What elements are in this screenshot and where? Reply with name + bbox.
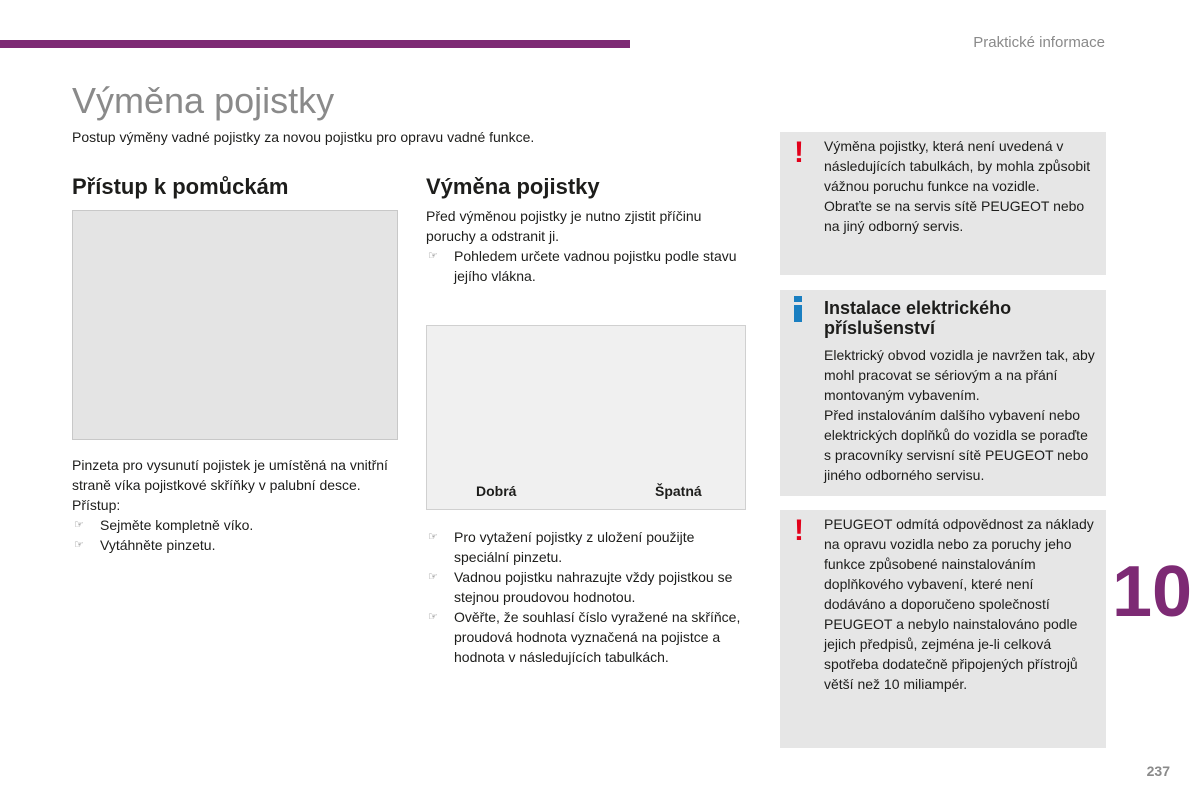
access-steps <box>72 515 398 555</box>
list-item: ☞ Vytáhněte pinzetu. <box>74 537 216 553</box>
fusebox-tweezers-figure <box>72 210 398 440</box>
warning-exclamation-icon: ! <box>794 514 804 547</box>
warning-box-liability <box>780 510 1106 748</box>
page-title: Výměna pojistky <box>72 80 335 121</box>
warning-box-unlisted-fuse <box>780 132 1106 275</box>
access-paragraph: Přístup: <box>72 497 121 513</box>
replace-intro <box>426 206 746 286</box>
list-item: ☞ Pro vytažení pojistky z uložení použijte speciální pinzetu. <box>428 529 695 565</box>
info-box-accessories <box>780 290 1106 496</box>
intro-text: Postup výměny vadné pojistky za novou pojistku pro opravu vadné funkce. <box>72 129 535 145</box>
list-item: ☞ Sejměte kompletně víko. <box>74 517 254 533</box>
pointing-hand-icon: ☞ <box>428 571 438 583</box>
info-text: Elektrický obvod vozidla je navržen tak, aby mohl pracovat se sériovým a na přání montovaným vybavením. Před instalováním dalšího vybavení nebo elektrických doplňků do vozidla se poraďte s pracovníky servisní sítě PEUGEOT nebo jiného odborného servisu. <box>824 347 1095 483</box>
access-text <box>72 455 398 555</box>
chapter-number: 10 <box>1112 552 1193 632</box>
pointing-hand-icon: ☞ <box>74 519 84 531</box>
list-item: ☞ Pohledem určete vadnou pojistku podle stavu jejího vlákna. <box>428 248 737 284</box>
blown-fuse-label: Špatná <box>655 483 702 499</box>
pointing-hand-icon: ☞ <box>74 539 84 551</box>
list-item: ☞ Vadnou pojistku nahrazujte vždy pojistkou se stejnou proudovou hodnotou. <box>428 569 733 605</box>
replace-intro-line: Před výměnou pojistky je nutno zjistit příčinu poruchy a odstranit ji. <box>426 208 702 244</box>
replace-heading: Výměna pojistky <box>426 174 600 199</box>
replace-bullets <box>426 246 746 286</box>
info-icon <box>794 296 802 320</box>
pointing-hand-icon: ☞ <box>428 531 438 543</box>
warning-text: PEUGEOT odmítá odpovědnost za náklady na opravu vozidla nebo za poruchy jeho funkce způsobené nainstalováním doplňkového vybavení, které není dodáváno a doporučeno společností PEUGEOT a nebylo nainstalováno podle jejich předpisů, zejména je-li celková spotřeba dodatečně připojených přístrojů větší než 10 miliampér. <box>824 516 1094 692</box>
access-paragraph: Pinzeta pro vysunutí pojistek je umístěná na vnitřní straně víka pojistkové skříňky v palubní desce. <box>72 457 388 493</box>
top-accent-bar <box>0 40 630 48</box>
warning-exclamation-icon: ! <box>794 136 804 169</box>
access-heading: Přístup k pomůckám <box>72 174 289 199</box>
replace-steps <box>426 527 746 667</box>
info-title: Instalace elektrického příslušenství <box>824 298 1012 338</box>
running-head: Praktické informace <box>973 34 1105 51</box>
warning-text: Výměna pojistky, která není uvedená v následujících tabulkách, by mohla způsobit vážnou poruchu funkce na vozidle. Obraťte se na servis sítě PEUGEOT nebo na jiný odborný servis. <box>824 138 1091 234</box>
page-number: 237 <box>1146 763 1170 779</box>
list-item: ☞ Ověřte, že souhlasí číslo vyražené na skříňce, proudová hodnota vyznačená na pojistce a hodnota v následujících tabulkách. <box>428 609 741 665</box>
good-fuse-label: Dobrá <box>476 483 517 499</box>
pointing-hand-icon: ☞ <box>428 611 438 623</box>
pointing-hand-icon: ☞ <box>428 250 438 262</box>
fuse-comparison-figure <box>426 325 746 510</box>
